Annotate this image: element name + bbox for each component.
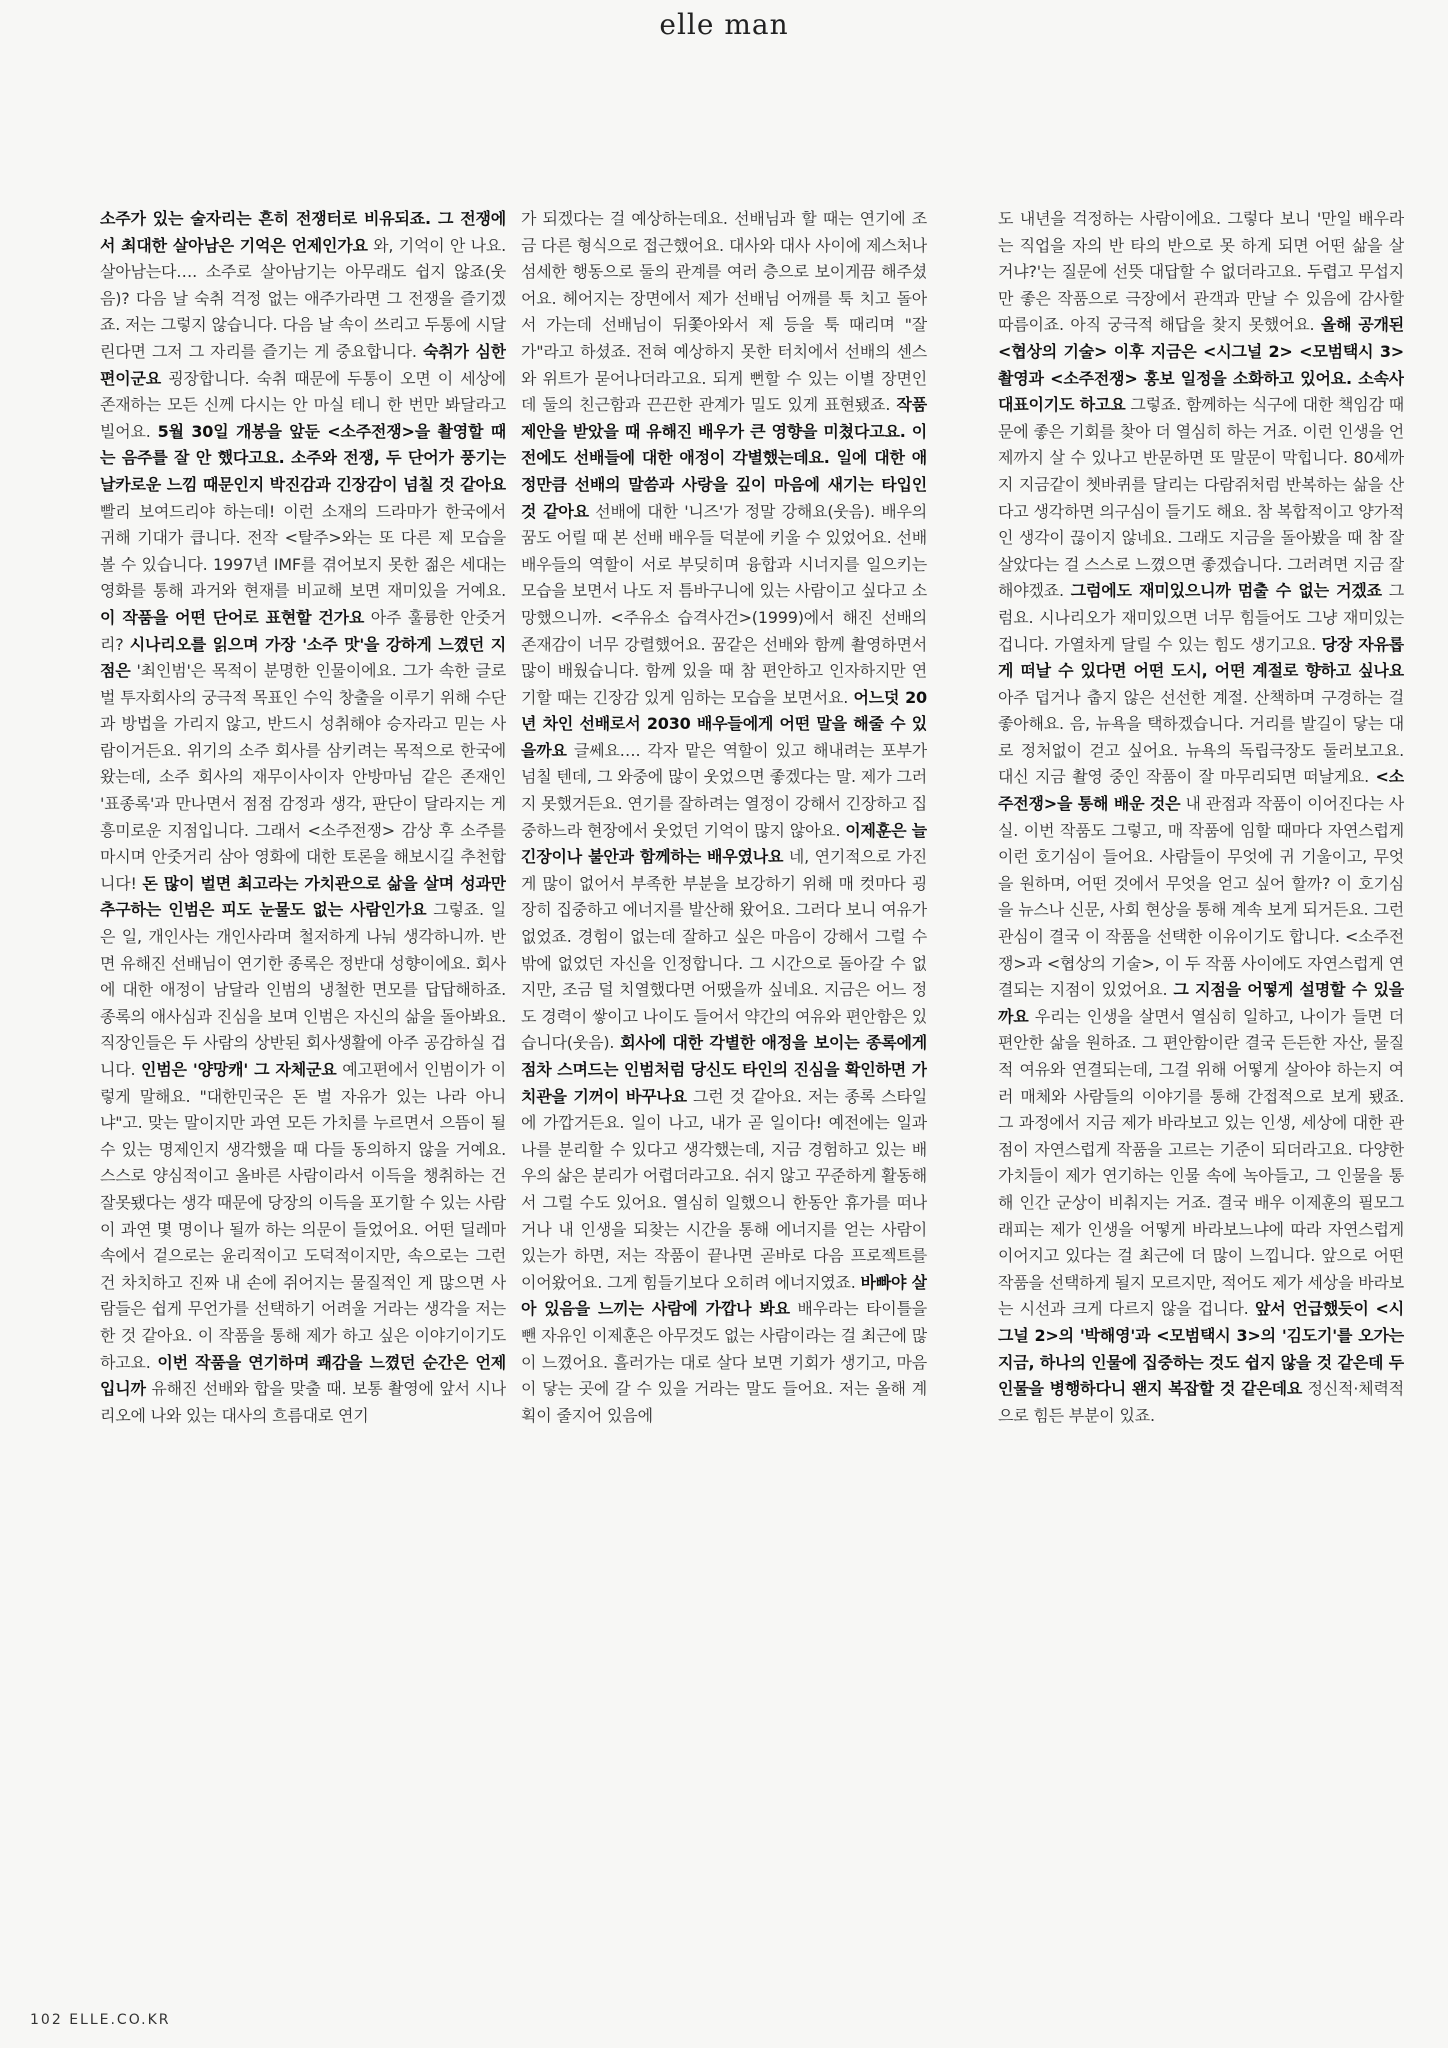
interview-answer: 배우라는 타이틀을 뺀 자유인 이제훈은 아무것도 없는 사람이라는 걸 최근에 많이 느꼈어요. 흘러가는 대로 살다 보면 기회가 생기고, 마음이 닿는 곳에 갈 수 있을 거라는 말도 들어요. 저는 올해 계획이 줄지어 있음에 [521, 1299, 927, 1425]
interview-answer: 내 관점과 작품이 이어진다는 사실. 이번 작품도 그렇고, 매 작품에 임할 때마다 자연스럽게 이런 호기심이 들어요. 사람들이 무엇에 귀 기울이고, 무엇을 원하며, 어떤 것에서 무엇을 얻고 싶어 할까? 이 호기심을 뉴스나 신문, 사회 현상을 통해 계속 보게 되거든요. 그런 관심이 결국 이 작품을 선택한 이유이기도 합니다. <소주전쟁>과 <협상의 기술>, 이 두 작품 사이에도 자연스럽게 연결되는 지점이 있었어요. [998, 794, 1404, 1000]
interview-answer: 그런 것 같아요. 저는 종록 스타일에 가깝거든요. 일이 나고, 내가 곧 일이다! 예전에는 일과 나를 분리할 수 있다고 생각했는데, 지금 경험하고 있는 배우의 삶은 분리가 어렵더라고요. 쉬지 않고 꾸준하게 활동해서 그럴 수도 있어요. 열심히 일했으니 한동안 휴가를 떠나거나 내 인생을 되찾는 시간을 통해 에너지를 얻는 사람이 있는가 하면, 저는 작품이 끝나면 곧바로 다음 프로젝트를 이어왔어요. 그게 힘들기보다 오히려 에너지였죠. [521, 1086, 927, 1292]
magazine-masthead: elle man [659, 8, 789, 41]
interview-question: 어느덧 20년 차인 선배로서 2030 배우들에게 어떤 말을 해줄 수 있을까요 [521, 687, 927, 760]
interview-answer: 그렇죠. 일은 일, 개인사는 개인사라며 철저하게 나눠 생각하니까. 반면 유해진 선배님이 연기한 종록은 정반대 성향이에요. 회사에 대한 애정이 남달라 인범의 냉철한 면모를 답답해하죠. 종록의 애사심과 진심을 보며 인범은 자신의 삶을 돌아봐요. 직장인들은 두 사람의 상반된 회사생활에 아주 공감하실 겁니다. [100, 900, 506, 1079]
interview-answer: 그럼요. 시나리오가 재미있으면 너무 힘들어도 그냥 재미있는 겁니다. 가열차게 달릴 수 있는 힘도 생기고요. [998, 581, 1404, 654]
interview-answer: 와, 기억이 안 나요. 살아남는다…. 소주로 살아남기는 아무래도 쉽지 않죠(웃음)? 다음 날 숙취 걱정 없는 애주가라면 그 전쟁을 즐기겠죠. 저는 그렇지 않습니다. 다음 날 속이 쓰리고 두통에 시달린다면 그저 그 자리를 즐기는 게 중요합니다. [100, 235, 506, 361]
interview-answer: 굉장합니다. 숙취 때문에 두통이 오면 이 세상에 존재하는 모든 신께 다시는 안 마실 테니 한 번만 봐달라고 빌어요. [100, 368, 506, 441]
interview-answer: 도 내년을 걱정하는 사람이에요. 그렇다 보니 '만일 배우라는 직업을 자의 반 타의 반으로 못 하게 되면 어떤 삶을 살 거냐?'는 질문에 선뜻 대답할 수 없더라고요. 두렵고 무섭지만 좋은 작품으로 극장에서 관객과 만날 수 있음에 감사할 따름이죠. 아직 궁극적 해답을 찾지 못했어요. [998, 209, 1404, 335]
interview-answer: 네, 연기적으로 가진 게 많이 없어서 부족한 부분을 보강하기 위해 매 컷마다 굉장히 집중하고 에너지를 발산해 왔어요. 그러다 보니 여유가 없었죠. 경험이 없는데 잘하고 싶은 마음이 강해서 그럴 수밖에 없었던 자신을 인정합니다. 그 시간으로 돌아갈 수 없지만, 조금 덜 치열했다면 어땠을까 싶네요. 지금은 어느 정도 경력이 쌓이고 나이도 들어서 약간의 여유와 편안함은 있습니다(웃음). [521, 847, 927, 1053]
interview-answer: 정신적·체력적으로 힘든 부분이 있죠. [998, 1379, 1404, 1425]
interview-question: 시나리오를 읽으며 가장 '소주 맛'을 강하게 느꼈던 지점은 [100, 634, 506, 681]
interview-question: 이번 작품을 연기하며 쾌감을 느꼈던 순간은 언제입니까 [100, 1352, 506, 1399]
interview-answer: 아주 덥거나 춥지 않은 선선한 계절. 산책하며 구경하는 걸 좋아해요. 음, 뉴욕을 택하겠습니다. 거리를 발길이 닿는 대로 정처없이 걷고 싶어요. 뉴욕의 독립극장도 둘러보고요. 대신 지금 촬영 중인 작품이 잘 마무리되면 떠날게요. [998, 687, 1404, 787]
interview-answer: '최인범'은 목적이 분명한 인물이에요. 그가 속한 글로벌 투자회사의 궁극적 목표인 수익 창출을 이루기 위해 수단과 방법을 가리지 않고, 반드시 성취해야 승자라고 믿는 사람이거든요. 위기의 소주 회사를 삼키려는 목적으로 한국에 왔는데, 소주 회사의 재무이사이자 안방마님 같은 존재인 '표종록'과 만나면서 점점 감정과 생각, 판단이 달라지는 게 흥미로운 지점입니다. 그래서 <소주전쟁> 감상 후 소주를 마시며 안줏거리 삼아 영화에 대한 토론을 해보시길 추천합니다! [100, 661, 506, 893]
interview-answer: 우리는 인생을 살면서 열심히 일하고, 나이가 들면 더 편안한 삶을 원하죠. 그 편안함이란 결국 든든한 자산, 물질적 여유와 연결되는데, 그걸 위해 어떻게 살아야 하는지 여러 매체와 사람들의 이야기를 통해 간접적으로 보게 됐죠. 그 과정에서 지금 제가 바라보고 있는 인생, 세상에 대한 관점이 자연스럽게 작품을 고르는 기준이 되더라고요. 다양한 가치들이 제가 연기하는 인물 속에 녹아들고, 그 인물을 통해 인간 군상이 비춰지는 거죠. 결국 배우 이제훈의 필모그래피는 제가 인생을 어떻게 바라보느냐에 따라 자연스럽게 이어지고 있다는 걸 최근에 더 많이 느낍니다. 앞으로 어떤 작품을 선택하게 될지 모르지만, 적어도 제가 세상을 바라보는 시선과 크게 다르지 않을 겁니다. [998, 1006, 1404, 1319]
interview-answer: 예고편에서 인범이가 이렇게 말해요. "대한민국은 돈 벌 자유가 있는 나라 아니냐"고. 맞는 말이지만 과연 모든 가치를 누르면서 으뜸이 될 수 있는 명제인지 생각했을 때 다들 동의하지 않을 거예요. 스스로 양심적이고 올바른 사람이라서 이득을 챙취하는 건 잘못됐다는 생각 때문에 당장의 이득을 포기할 수 있는 사람이 과연 몇 명이나 될까 하는 의문이 들었어요. 어떤 딜레마 속에서 겉으로는 윤리적이고 도덕적이지만, 속으로는 그런 건 차치하고 진짜 내 손에 쥐어지는 물질적인 게 많으면 사람들은 쉽게 무언가를 선택하기 어려울 거라는 생각을 저는 한 것 같아요. 이 작품을 통해 제가 하고 싶은 이야기이기도 하고요. [100, 1060, 506, 1372]
interview-question: 당장 자유롭게 떠날 수 있다면 어떤 도시, 어떤 계절로 향하고 싶나요 [998, 634, 1404, 681]
interview-question: 그럼에도 재미있으니까 멈출 수 없는 거겠죠 [1070, 581, 1382, 601]
interview-answer: 글쎄요…. 각자 맡은 역할이 있고 해내려는 포부가 넘칠 텐데, 그 와중에 많이 웃었으면 좋겠다는 말. 제가 그러지 못했거든요. 연기를 잘하려는 열정이 강해서 긴장하고 집중하느라 현장에서 웃었던 기억이 많지 않아요. [521, 740, 927, 840]
interview-answer: 아주 훌륭한 안줏거리? [100, 607, 506, 654]
page-number: 102 [30, 2012, 63, 2028]
article-column-3 [998, 206, 1404, 1906]
site-url: ELLE.CO.KR [69, 2012, 171, 2028]
interview-question: <소주전쟁>을 통해 배운 것은 [998, 767, 1404, 814]
interview-question: 이제훈은 늘 긴장이나 불안과 함께하는 배우였나요 [521, 820, 927, 867]
interview-question: 회사에 대한 각별한 애정을 보이는 종록에게 점차 스며드는 인범처럼 당신도 타인의 진심을 확인하면 가치관을 기꺼이 바꾸나요 [521, 1033, 927, 1106]
article-column-1 [100, 206, 506, 1906]
page-folio [30, 2012, 171, 2028]
interview-question: 앞서 언급했듯이 <시그널 2>의 '박해영'과 <모범택시 3>의 '김도기'를 오가는 지금, 하나의 인물에 집중하는 것도 쉽지 않을 것 같은데 두 인물을 병행하다니 왠지 복잡할 것 같은데요 [998, 1299, 1404, 1399]
interview-answer: 선배에 대한 '니즈'가 정말 강해요(웃음). 배우의 꿈도 어릴 때 본 선배 배우들 덕분에 키울 수 있었어요. 선배 배우들의 역할이 서로 부딪히며 융합과 시너지를 일으키는 모습을 보면서 나도 저 틈바구니에 있는 사람이고 싶다고 소망했으니까. <주유소 습격사건>(1999)에서 해진 선배의 존재감이 너무 강렬했어요. 꿈같은 선배와 함께 촬영하면서 많이 배웠습니다. 함께 있을 때 참 편안하고 인자하지만 연기할 때는 긴장감 있게 임하는 모습을 보면서요. [521, 501, 927, 707]
article-column-2 [521, 206, 927, 1906]
interview-question: 소주가 있는 술자리는 흔히 전쟁터로 비유되죠. 그 전쟁에서 최대한 살아남은 기억은 언제인가요 [100, 209, 506, 255]
interview-question: 그 지점을 어떻게 설명할 수 있을까요 [998, 980, 1404, 1026]
interview-answer: 유해진 선배와 합을 맞출 때. 보통 촬영에 앞서 시나리오에 나와 있는 대사의 흐름대로 연기 [100, 1379, 506, 1425]
interview-question: 바빠야 살아 있음을 느끼는 사람에 가깝나 봐요 [521, 1272, 927, 1319]
interview-question: 이 작품을 어떤 단어로 표현할 건가요 [100, 607, 365, 627]
interview-question: 숙취가 심한 편이군요 [100, 341, 506, 388]
interview-question: 올해 공개된 <협상의 기술> 이후 지금은 <시그널 2> <모범택시 3> 촬영과 <소주전쟁> 홍보 일정을 소화하고 있어요. 소속사 대표이기도 하고요 [998, 315, 1404, 415]
interview-question: 5월 30일 개봉을 앞둔 <소주전쟁>을 촬영할 때는 음주를 잘 안 했다고요. 소주와 전쟁, 두 단어가 풍기는 날카로운 느낌 때문인지 박진감과 긴장감이 넘칠 것 같아요 [100, 421, 506, 494]
interview-answer: 빨리 보여드리야 하는데! 이런 소재의 드라마가 한국에서 귀해 기대가 큽니다. 전작 <탈주>와는 또 다른 제 모습을 볼 수 있습니다. 1997년 IMF를 겪어보지 못한 젊은 세대는 영화를 통해 과거와 현재를 비교해 보면 재미있을 거예요. [100, 501, 506, 601]
interview-answer: 그렇죠. 함께하는 식구에 대한 책임감 때문에 좋은 기회를 찾아 더 열심히 하는 거죠. 이런 인생을 언제까지 살 수 있나고 반문하면 또 말문이 막힙니다. 80세까지 지금같이 쳇바퀴를 달리는 다람쥐처럼 반복하는 삶을 산다고 생각하면 의구심이 들기도 해요. 참 복합적이고 양가적인 생각이 끊이지 않네요. 그래도 지금을 돌아봤을 때 참 잘 살았다는 걸 스스로 느꼈으면 좋겠습니다. 그러려면 지금 잘해야겠죠. [998, 395, 1404, 601]
interview-question: 돈 많이 벌면 최고라는 가치관으로 삶을 살며 성과만 추구하는 인범은 피도 눈물도 없는 사람인가요 [100, 873, 506, 920]
interview-answer: 가 되겠다는 걸 예상하는데요. 선배님과 할 때는 연기에 조금 다른 형식으로 접근했어요. 대사와 대사 사이에 제스처나 섬세한 행동으로 둘의 관계를 여러 층으로 보이게끔 해주셨어요. 헤어지는 장면에서 제가 선배님 어깨를 툭 치고 돌아서 가는데 선배님이 뒤쫓아와서 제 등을 툭 때리며 "잘 가"라고 하셨죠. 전혀 예상하지 못한 터치에서 선배의 센스와 위트가 묻어나더라고요. 되게 뻔할 수 있는 이별 장면인데 둘의 친근함과 끈끈한 관계가 밀도 있게 표현됐죠. [521, 209, 927, 415]
interview-question: 작품 제안을 받았을 때 유해진 배우가 큰 영향을 미쳤다고요. 이전에도 선배들에 대한 애정이 각별했는데요. 일에 대한 애정만큼 선배의 말씀과 사랑을 깊이 마음에 새기는 타입인 것 같아요 [521, 395, 927, 521]
interview-question: 인범은 '양망캐' 그 자체군요 [141, 1060, 337, 1079]
